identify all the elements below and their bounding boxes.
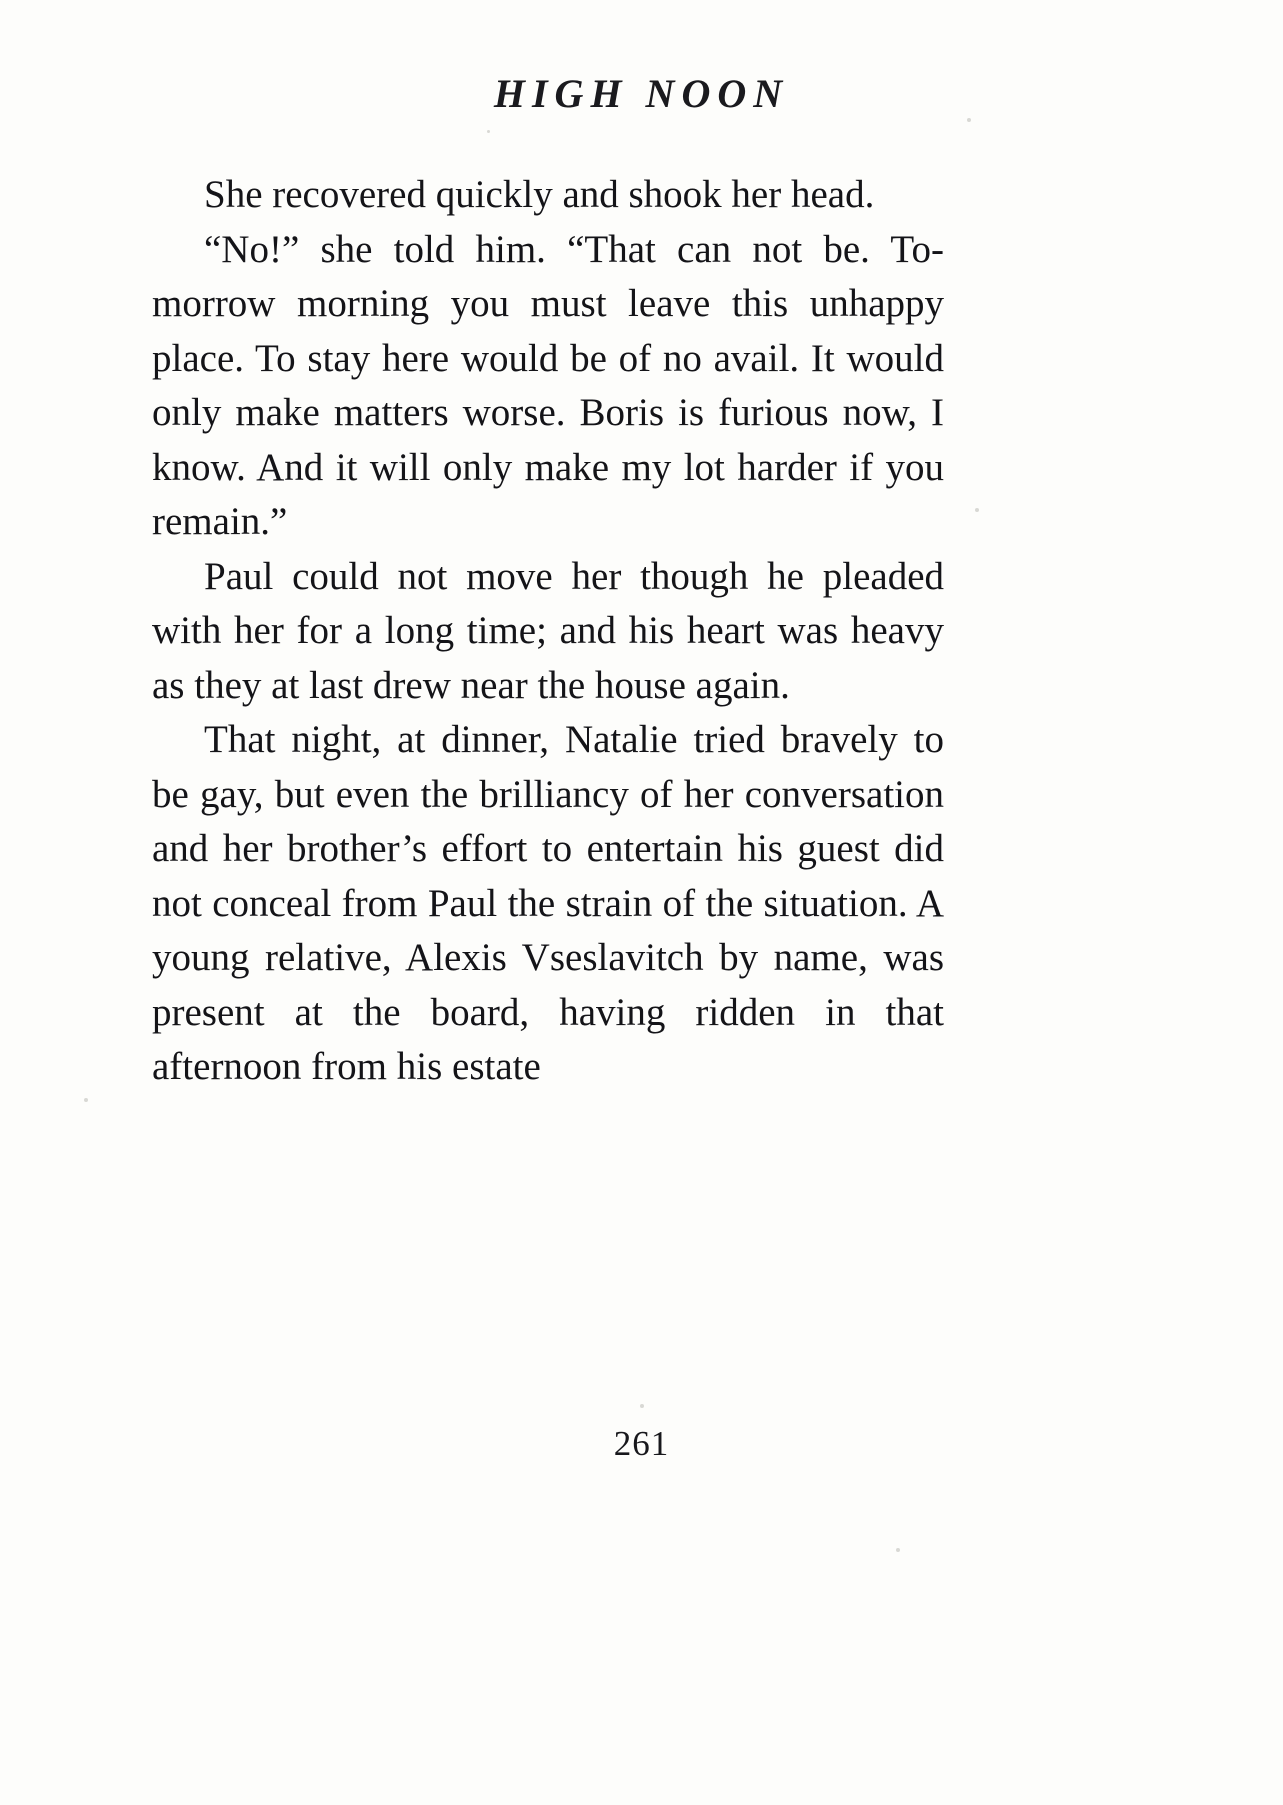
paper-speck <box>896 1548 900 1552</box>
page-body <box>152 168 944 1095</box>
running-head: HIGH NOON <box>493 71 790 116</box>
page-number: 261 <box>613 1424 670 1463</box>
paper-speck <box>967 118 971 122</box>
paragraph: “No!” she told him. “That can not be. To-morrow morning you must leave this unhappy place. To stay here would be of no avail. It would only make matters worse. Boris is furious now, I know. And it will only make my lot harder if you remain.” <box>152 227 944 543</box>
paper-speck <box>84 1098 88 1102</box>
paper-speck <box>975 508 979 512</box>
paper-speck <box>487 130 490 133</box>
paragraph: She recovered quickly and shook her head. <box>204 173 875 216</box>
paragraph: Paul could not move her though he pleaded with her for a long time; and his heart was heavy as they at last drew near the house again. <box>152 554 944 707</box>
paragraph: That night, at dinner, Natalie tried bravely to be gay, but even the brilliancy of her conversation and her brother’s effort to entertain his guest did not conceal from Paul the strain of the situation. A young relative, Alexis Vseslavitch by name, was present at the board, having ridden in that afternoon from his estate <box>152 718 944 1088</box>
paper-speck <box>640 1404 644 1408</box>
